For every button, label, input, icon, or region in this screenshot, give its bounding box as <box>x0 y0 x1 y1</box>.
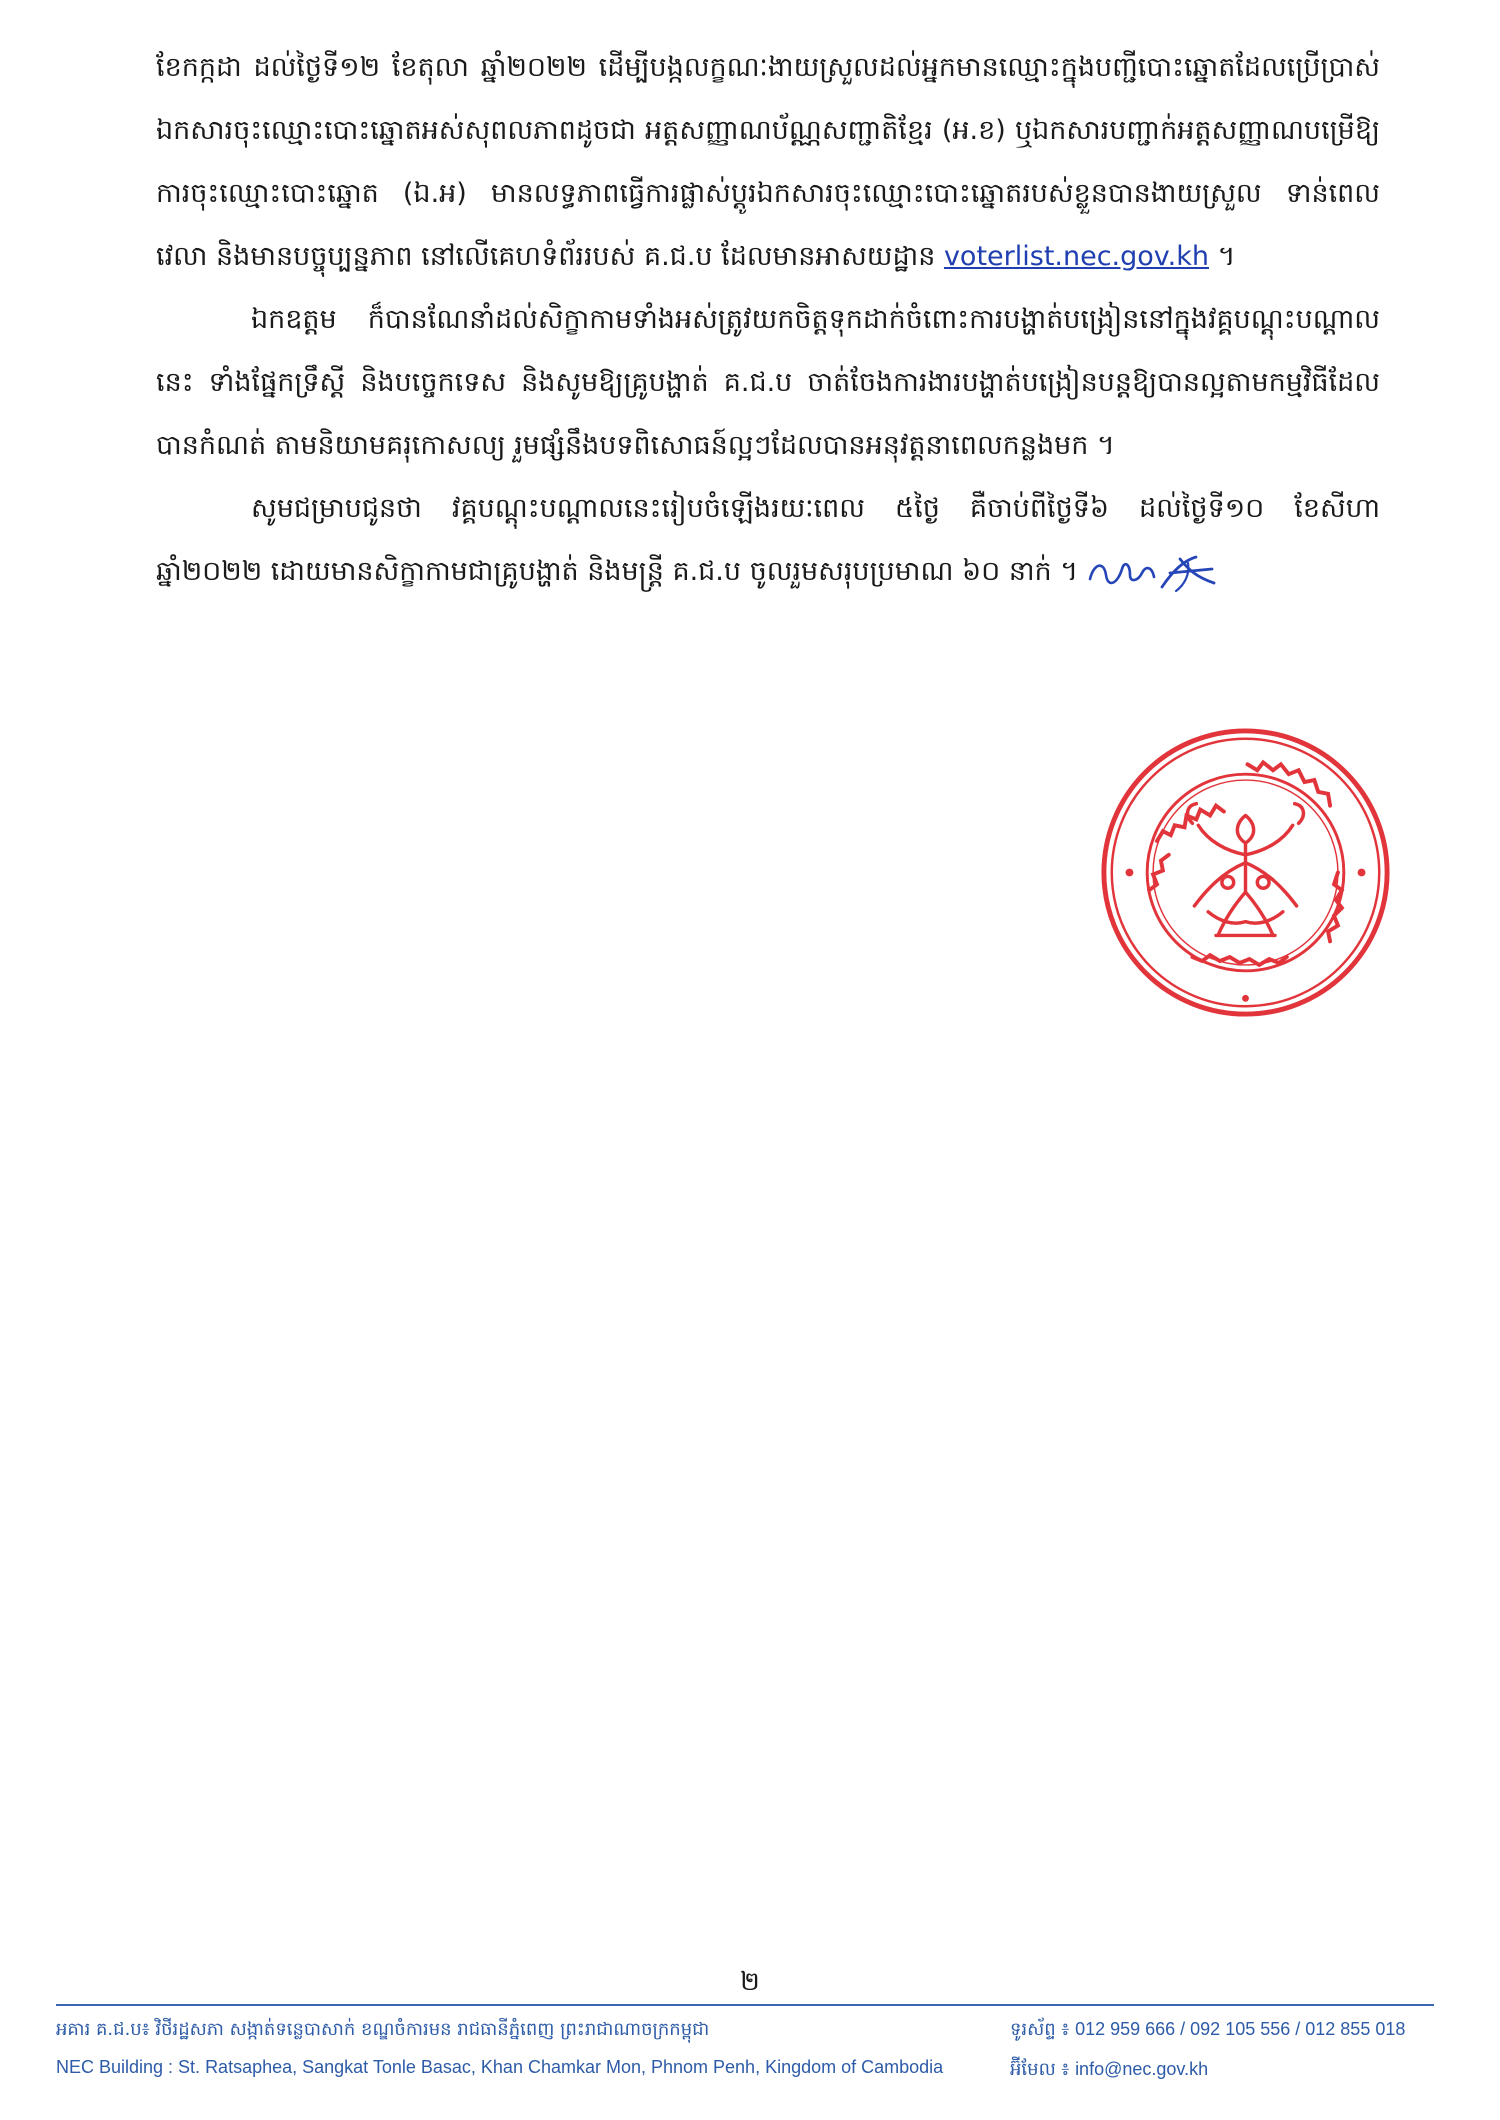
paragraph-3-text: សូមជម្រាបជូនថា វគ្គបណ្តុះបណ្តាលនេះរៀបចំឡើងរយៈពេល ៥ថ្ងៃ គឺចាប់ពីថ្ងៃទី៦ ដល់ថ្ងៃទី១០ ខែសីហា ឆ្នាំ២០២២ ដោយមានសិក្ខាកាមជាគ្រូបង្ហាត់ និងមន្ត្រី គ.ជ.ប ចូលរួមសរុបប្រមាណ ៦០ នាក់ ។ <box>156 493 1380 587</box>
paragraph-2: ឯកឧត្តម ក៏បានណែនាំដល់សិក្ខាកាមទាំងអស់ត្រូវយកចិត្តទុកដាក់ចំពោះការបង្ហាត់បង្រៀននៅក្នុងវគ្គបណ្តុះបណ្តាលនេះ ទាំងផ្នែកទ្រឹស្តី និងបច្ចេកទេស និងសូមឱ្យគ្រូបង្ហាត់ គ.ជ.ប ចាត់ចែងការងារបង្ហាត់បង្រៀនបន្តឱ្យបានល្អតាមកម្មវិធីដែលបានកំណត់ តាមនិយាមគរុកោសល្យ រួមផ្សំនឹងបទពិសោធន៍ល្អៗដែលបានអនុវត្តនាពេលកន្លងមក ។ <box>156 304 1380 461</box>
footer-phone <box>1010 2017 1405 2044</box>
paragraph-1-end: ។ <box>1209 241 1236 272</box>
footer-address-khmer: អគារ គ.ជ.ប៖ វិថីរដ្ឋសភា សង្កាត់ទន្លេបាសាក់ ខណ្ឌចំការមន រាជធានីភ្នំពេញ ព្រះរាជាណាចក្រកម្ពុជា <box>56 2019 710 2040</box>
official-seal-icon <box>1098 725 1393 1020</box>
paragraph-1 <box>156 36 1380 288</box>
footer-divider <box>56 2004 1434 2006</box>
letter-body <box>156 36 1380 603</box>
footer-phone-label: ទូរស័ព្ទ ៖ <box>1010 2019 1076 2040</box>
paragraph-1-text: ខែកក្កដា ដល់ថ្ងៃទី១២ ខែតុលា ឆ្នាំ២០២២ ដើម្បីបង្កលក្ខណៈងាយស្រួលដល់អ្នកមានឈ្មោះក្នុងបញ្ជីបោះឆ្នោតដែលប្រើប្រាស់ឯកសារចុះឈ្មោះបោះឆ្នោតអស់សុពលភាពដូចជា អត្តសញ្ញាណប័ណ្ណសញ្ជាតិខ្មែរ (អ.ខ) ឬឯកសារបញ្ជាក់អត្តសញ្ញាណបម្រើឱ្យការចុះឈ្មោះបោះឆ្នោត (ឯ.អ) មានលទ្ធភាពធ្វើការផ្លាស់ប្តូរឯកសារចុះឈ្មោះបោះឆ្នោតរបស់ខ្លួនបានងាយស្រួល ទាន់ពេលវេលា និងមានបច្ចុប្បន្នភាព នៅលើគេហទំព័ររបស់ គ.ជ.ប ដែលមានអាសយដ្ឋាន <box>156 52 1380 272</box>
footer-email-label: អ៊ីមែល ៖ <box>1010 2059 1076 2080</box>
footer-email-value[interactable]: info@nec.gov.kh <box>1075 2059 1209 2079</box>
footer-email <box>1010 2057 1208 2084</box>
handwritten-initials-icon <box>1084 553 1234 593</box>
page-number: ២ <box>740 1967 760 1997</box>
voterlist-link[interactable]: voterlist.nec.gov.kh <box>943 241 1210 272</box>
footer-address-english: NEC Building : St. Ratsaphea, Sangkat Tonle Basac, Khan Chamkar Mon, Phnom Penh, Kingdom of Cambodia <box>56 2057 944 2077</box>
footer-phone-value: 012 959 666 / 092 105 556 / 012 855 018 <box>1075 2019 1406 2039</box>
paragraph-3 <box>156 477 1380 603</box>
